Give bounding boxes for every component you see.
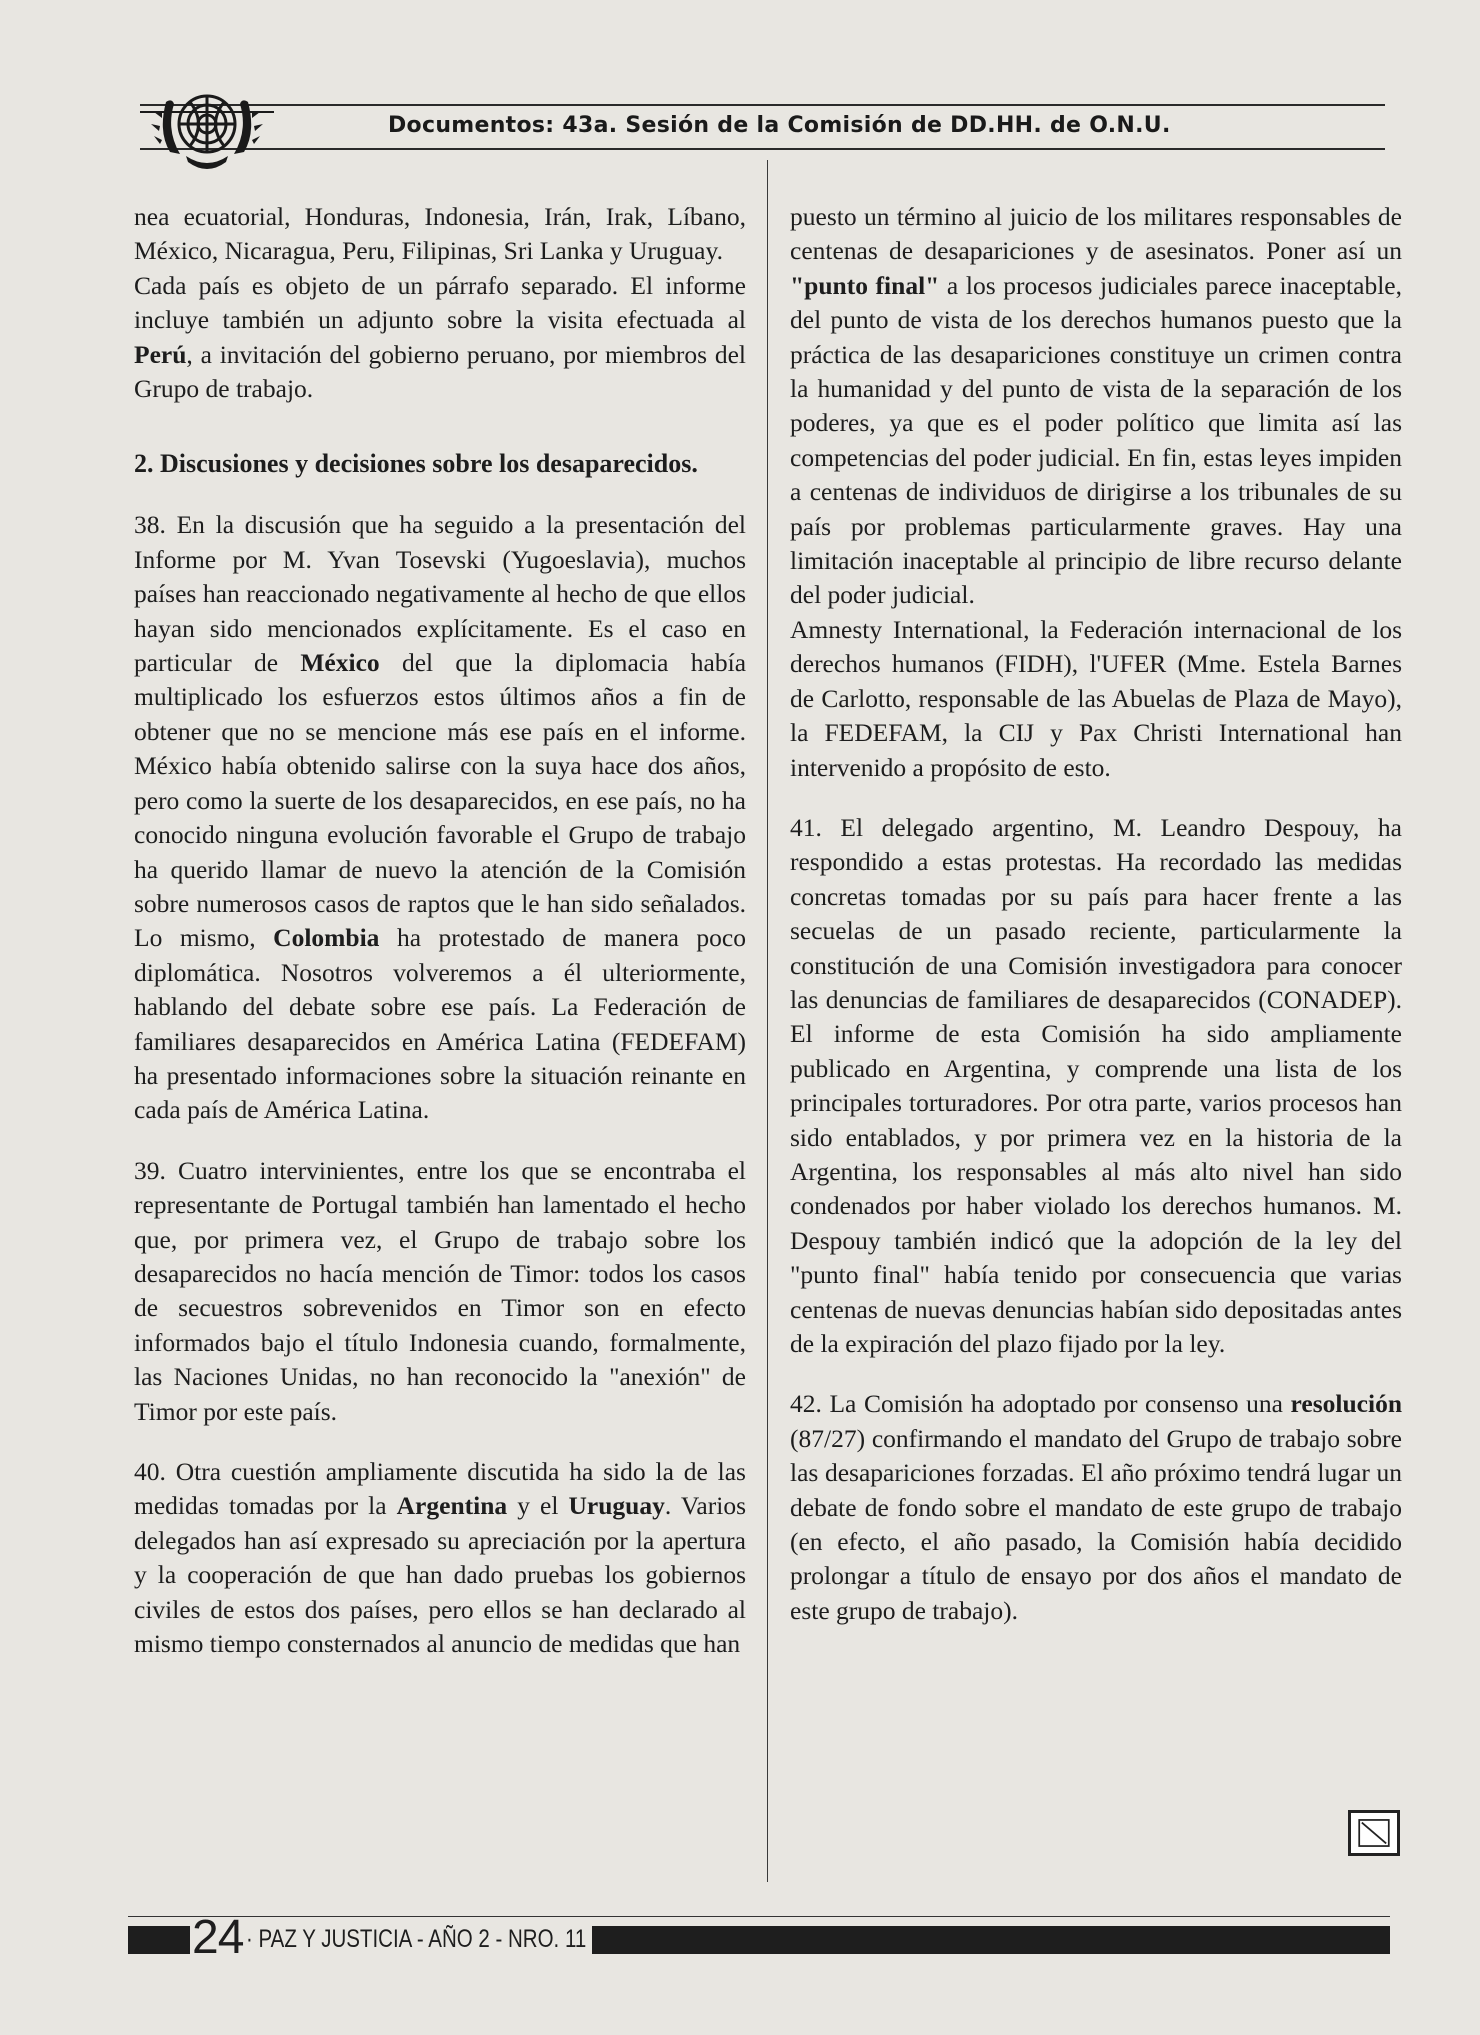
paragraph-42: 42. La Comisión ha adoptado por consenso una resolución (87/27) confirmando el mandato del Grupo de trabajo sobre las desapariciones forzadas. El año próximo tendrá lugar un debate de fondo sobre el mandato de este grupo de trabajo (en efecto, el año pasado, la Comisión había decidido prolongar a título de ensayo por dos años el mandato de este grupo de trabajo).: [790, 1389, 1402, 1625]
bold-term: Perú: [134, 339, 187, 369]
paragraph-38: 38. En la discusión que ha seguido a la presentación del Informe por M. Yvan Tosevski (Yugoeslavia), muchos países han reaccionado negativamente al hecho de que ellos hayan sido mencionados explícitamente. Es el caso en particular de México del que la diplomacia había multiplicado los esfuerzos estos últimos años a fin de obtener que no se mencione más ese país en el informe. México había obtenido salirse con la suya hace dos años, pero como la suerte de los desaparecidos, en ese país, no ha conocido ninguna evolución favorable el Grupo de trabajo ha querido llamar de nuevo la atención de la Comisión sobre numerosos casos de raptos que le han sido señalados. Lo mismo, Colombia ha protestado de manera poco diplomática. Nosotros volveremos a él ulteriormente, hablando del debate sobre ese país. La Federación de familiares desaparecidos en América Latina (FEDEFAM) ha presentado informaciones sobre la situación reinante en cada país de América Latina.: [134, 510, 747, 1125]
paragraph-41: 41. El delegado argentino, M. Leandro Despouy, ha respondido a estas protestas. Ha recordado las medidas concretas tomadas por su país para hacer frente a las secuelas de un pasado reciente, particularmente la constitución de una Comisión investigadora para conocer las denuncias de familiares de desaparecidos (CONADEP). El informe de esta Comisión ha sido ampliamente publicado en Argentina, y comprende una lista de los principales torturadores. Por otra parte, varios procesos han sido entablados, y por primera vez en la historia de la Argentina, los responsables al más alto nivel han sido condenados por haber violado los derechos humanos. M. Despouy también indicó que la adopción de la ley del "punto final" había tenido por consecuencia que varias centenas de nuevas denuncias habían sido depositadas antes de la expiración del plazo fijado por la ley.: [790, 812, 1402, 1358]
paragraph: Cada país es objeto de un párrafo separado. El informe incluye también un adjunto sobre la visita efectuada al Perú, a invitación del gobierno peruano, por miembros del Grupo de trabajo.: [134, 270, 746, 404]
column-divider: [767, 160, 768, 1882]
bold-term: "punto final": [790, 270, 940, 300]
bold-term: México: [300, 648, 380, 678]
paragraph: nea ecuatorial, Honduras, Indonesia, Irán, Irak, Líbano, México, Nicaragua, Peru, Filipinas, Sri Lanka y Uruguay.: [134, 202, 746, 266]
right-column: [790, 200, 1402, 1628]
bold-term: Colombia: [273, 923, 380, 953]
left-column: [134, 200, 746, 1661]
header-rule-top: [140, 104, 1385, 106]
paragraph-39: 39. Cuatro intervinientes, entre los que se encontraba el representante de Portugal también han lamentado el hecho que, por primera vez, el Grupo de trabajo sobre los desaparecidos no hacía mención de Timor: todos los casos de secuestros sobrevenidos en Timor son en efecto informados bajo el título Indonesia cuando, formalmente, las Naciones Unidas, no han reconocido la "anexión" de Timor por este país.: [134, 1155, 746, 1426]
bold-term: resolución: [1290, 1389, 1402, 1419]
header-rule-bottom: [140, 148, 1385, 150]
bold-term: Uruguay: [568, 1491, 665, 1521]
publication-line: · PAZ Y JUSTICIA - AÑO 2 - NRO. 11: [246, 1925, 587, 1953]
footer-rule: [128, 1916, 1390, 1917]
paragraph: puesto un término al juicio de los militares responsables de centenas de desapariciones y de asesinatos. Poner así un "punto final" a los procesos judiciales parece inaceptable, del punto de vista de los derechos humanos puesto que la práctica de las desapariciones constituye un crimen contra la humanidad y del punto de vista de la separación de los poderes, ya que es el poder político que limita así las competencias del poder judicial. En fin, estas leyes impiden a centenas de individuos de dirigirse a los tribunales de su país por problemas particularmente graves. Hay una limitación inaceptable al principio de libre recurso delante del poder judicial.: [790, 202, 1402, 610]
bold-term: Argentina: [396, 1491, 508, 1521]
footer-bar-left: [128, 1926, 190, 1954]
footer-bar-right: [592, 1926, 1390, 1954]
section-heading: 2. Discusiones y decisiones sobre los desaparecidos.: [134, 449, 698, 479]
paragraph-40: 40. Otra cuestión ampliamente discutida ha sido la de las medidas tomadas por la Argentina y el Uruguay. Varios delegados han así expresado su apreciación por la apertura y la cooperación de que han dado pruebas los gobiernos civiles de estos dos países, pero ellos se han declarado al mismo tiempo consternados al anuncio de medidas que han: [134, 1457, 746, 1659]
un-emblem-icon: [140, 82, 274, 180]
paragraph: Amnesty International, la Federación internacional de los derechos humanos (FIDH), l'UFER (Mme. Estela Barnes de Carlotto, responsable de las Abuelas de Plaza de Mayo), la FEDEFAM, la CIJ y Pax Christi International han intervenido a propósito de esto.: [790, 614, 1402, 782]
header-title: Documentos: 43a. Sesión de la Comisión de DD.HH. de O.N.U.: [388, 113, 1171, 138]
page-number: 24: [192, 1911, 244, 1964]
end-of-article-icon: [1348, 1810, 1400, 1856]
